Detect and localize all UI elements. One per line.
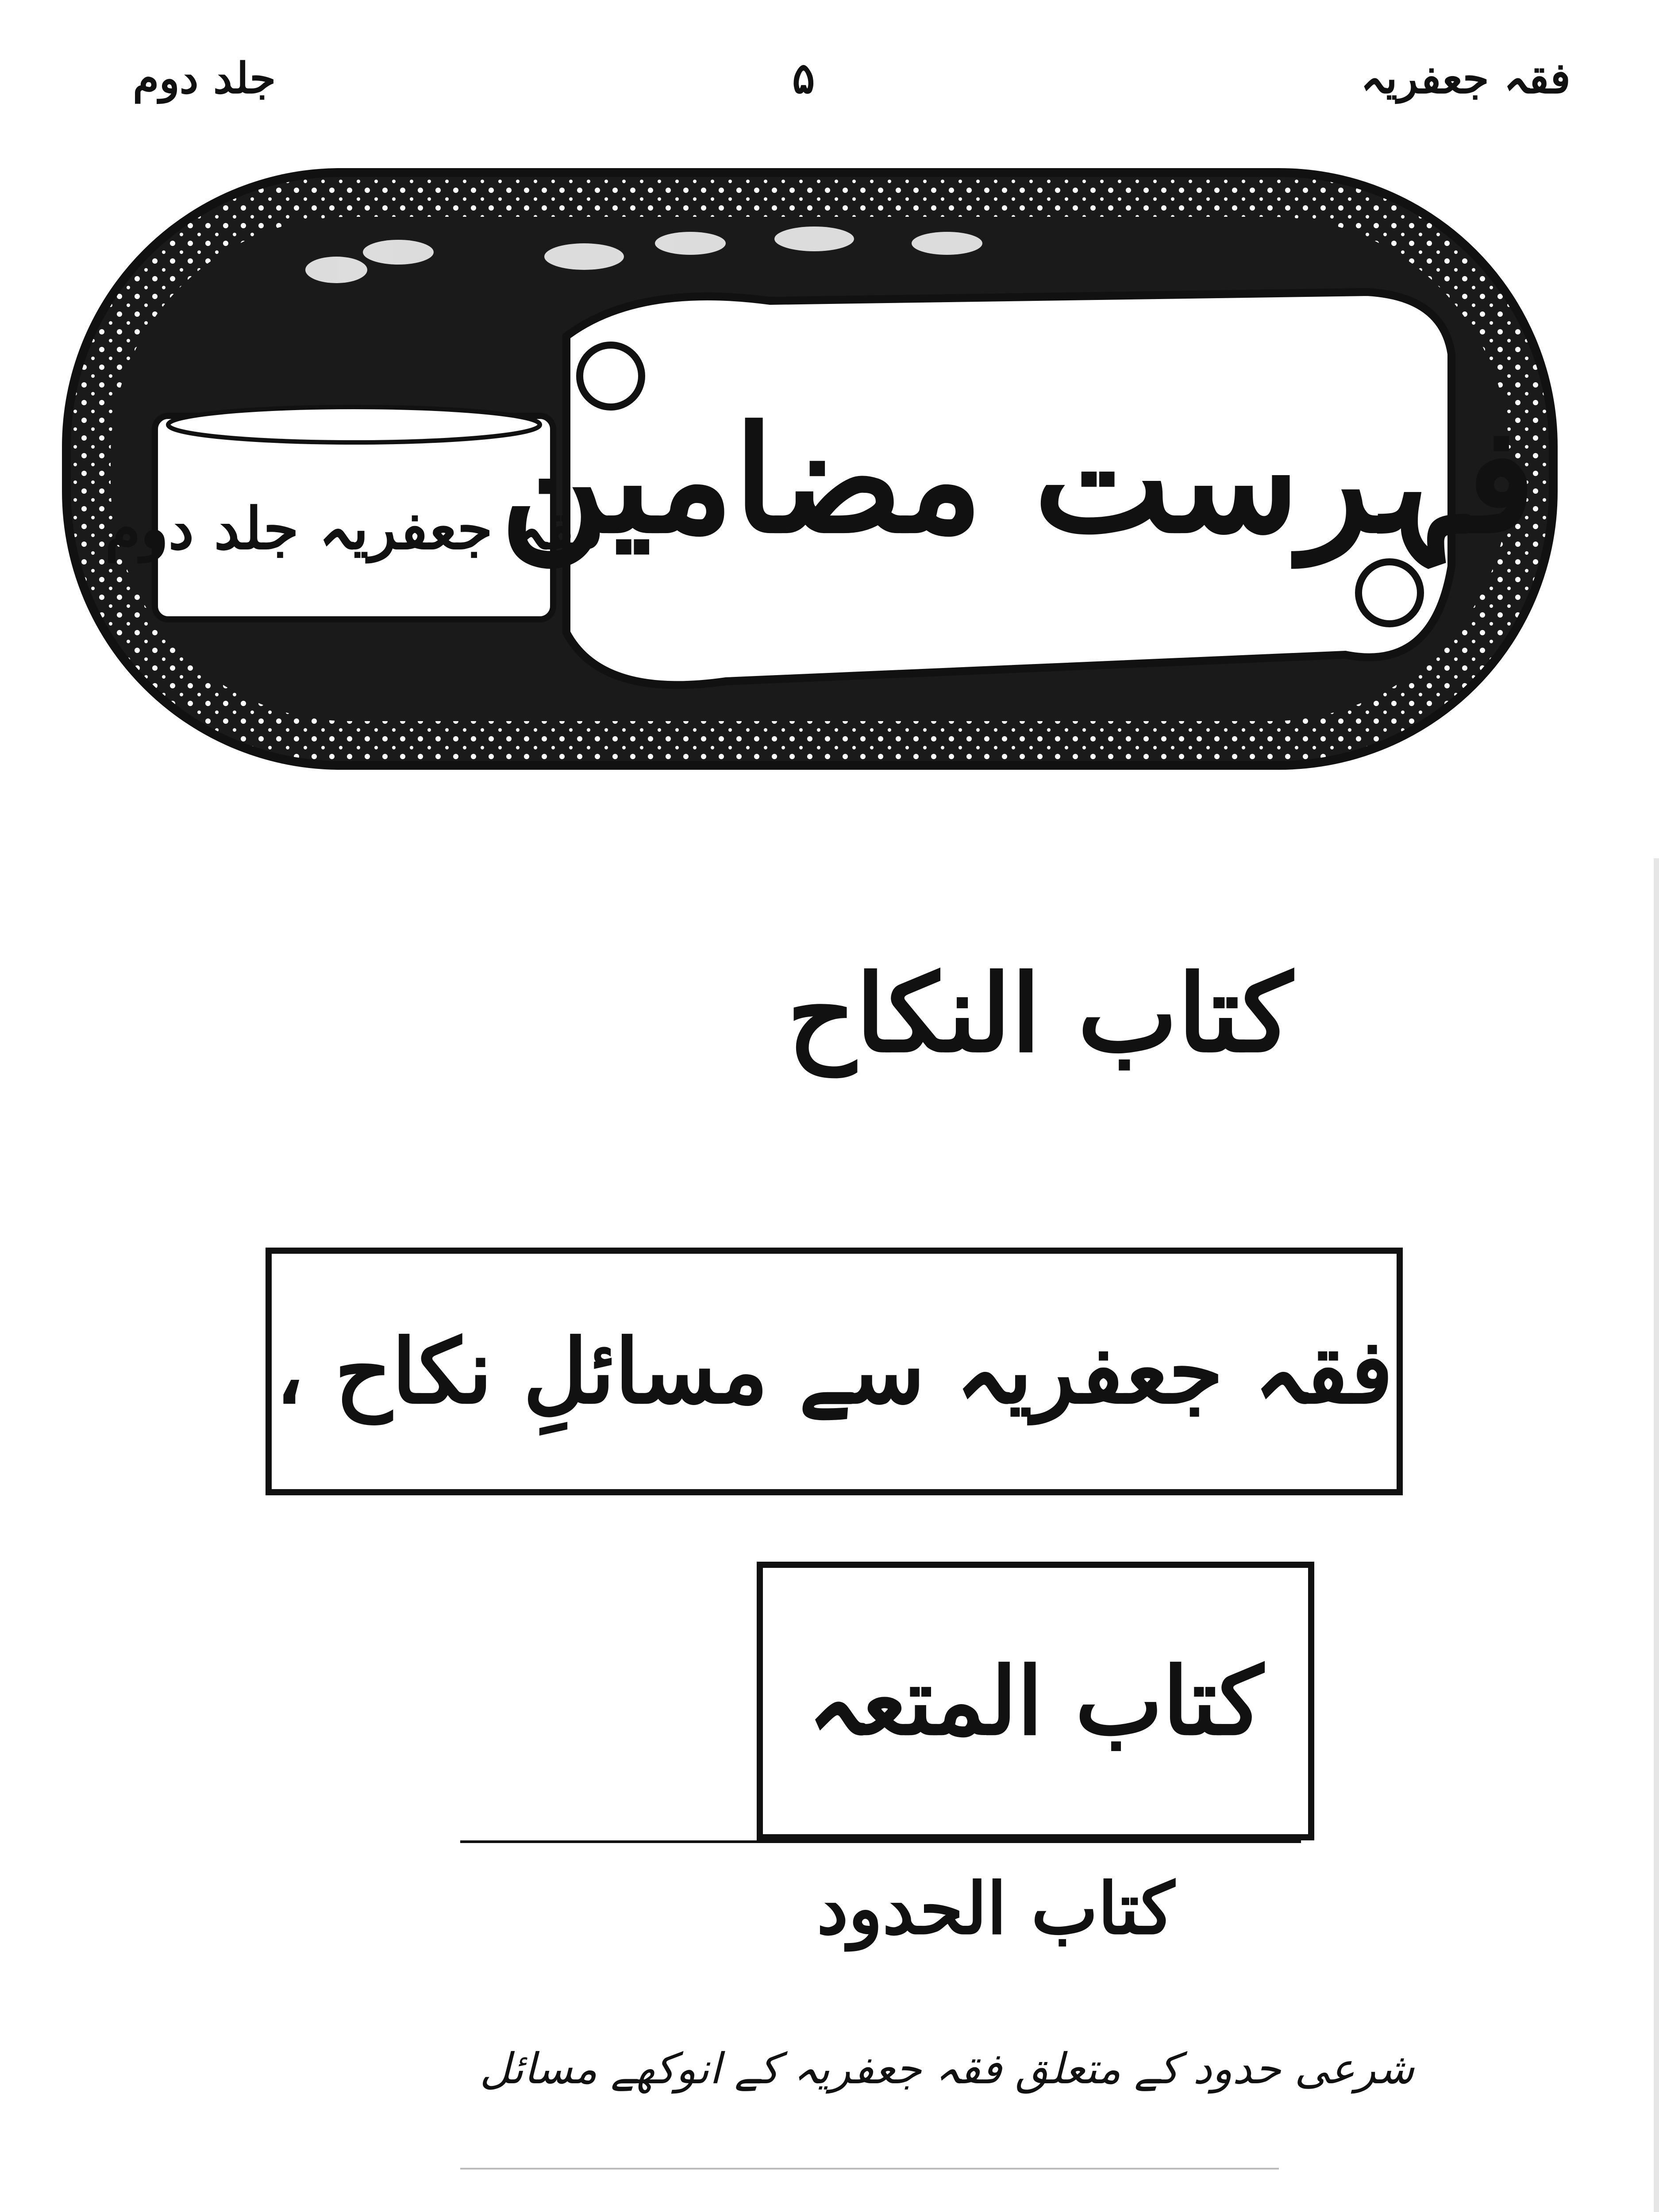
- entry-kitab-hudud: کتاب الحدود: [816, 1867, 1175, 1950]
- entry-kitab-mutah-label: کتاب المتعہ: [808, 1646, 1263, 1756]
- banner-subtitle: فقہ جعفریہ جلد دوم: [105, 495, 603, 562]
- divider: [460, 2168, 1279, 2170]
- page-edge: [1654, 858, 1659, 2212]
- page-number: ۵: [792, 53, 815, 103]
- entry-kitab-hudud-desc: شرعی حدود کے متعلق فقہ جعفریہ کے انوکھے مسائل: [480, 2044, 1414, 2093]
- entry-masail-nikah-label: فقہ جعفریہ سے مسائلِ نکاح ،: [275, 1319, 1393, 1424]
- contents-banner: [62, 168, 1558, 770]
- divider: [460, 1840, 1301, 1843]
- entry-kitab-nikah: کتاب النکاح: [787, 951, 1293, 1076]
- banner-title: فہرست مضامین: [500, 394, 1536, 565]
- entry-masail-nikah: [266, 1248, 1403, 1495]
- entry-kitab-mutah: [757, 1562, 1314, 1840]
- header-volume: جلد دوم: [133, 53, 276, 103]
- header-book-title: فقہ جعفریہ: [1360, 53, 1570, 103]
